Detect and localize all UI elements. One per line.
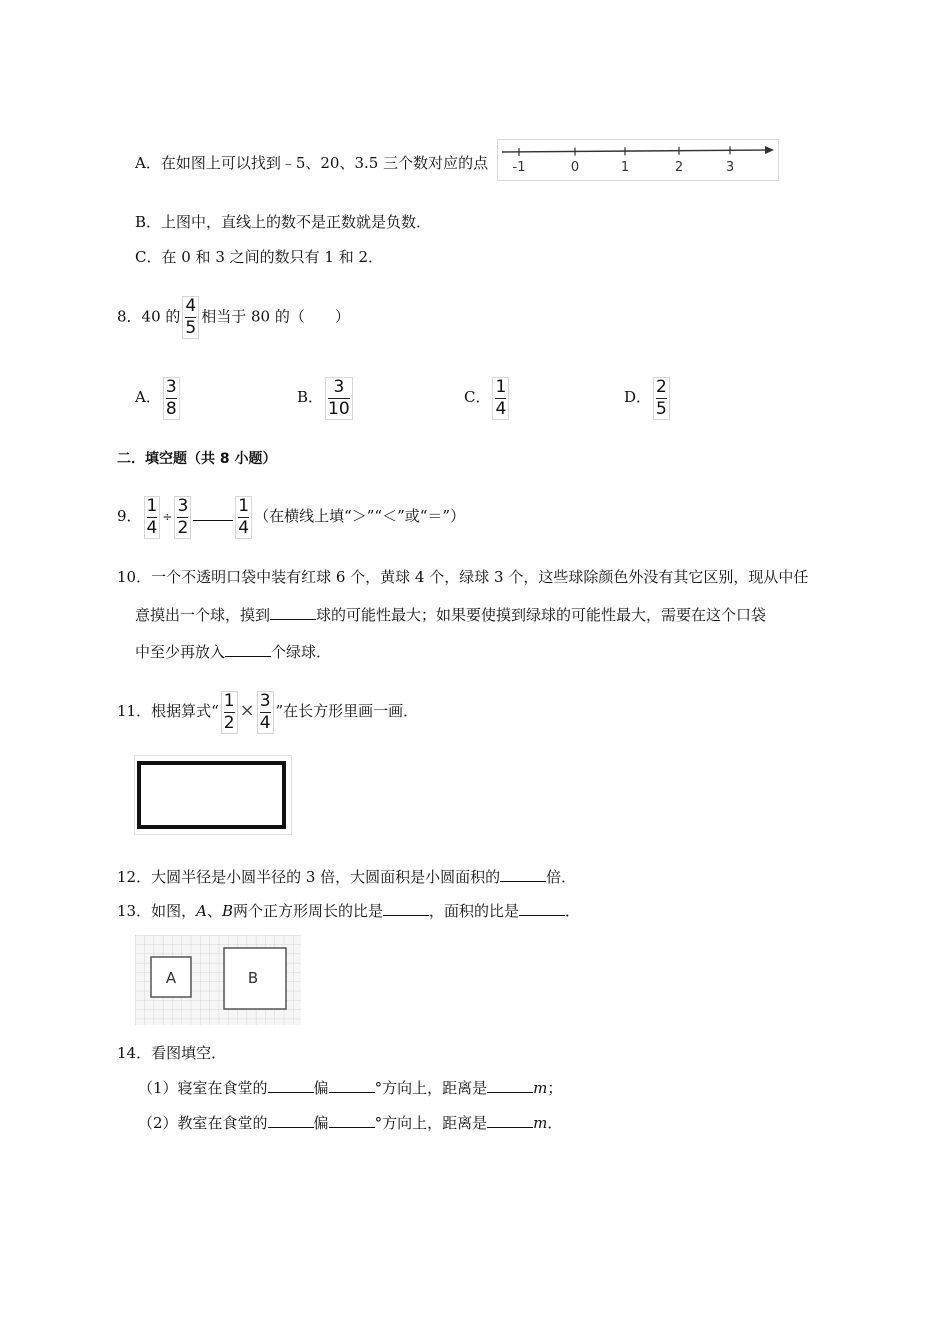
number-line-figure [497,139,779,181]
q13-mid: 两个正方形周长的比是 [232,902,383,920]
q10-line-2 [135,604,766,625]
q8-option-c-fraction [492,377,509,420]
q11-rectangle-figure [134,755,292,835]
q8-option-a [135,375,182,420]
q14-s2-a: （2）教室在食堂的 [138,1114,268,1132]
q14-s2-blank-distance[interactable] [487,1112,533,1128]
q9-instruction: （在横线上填“＞”“＜”或“＝”） [254,507,466,525]
square-a-label: A [165,969,177,987]
q14-s1-end: ； [547,1079,563,1097]
q11-fraction-1 [221,691,238,734]
number-line-tick-label: 2 [674,160,684,175]
q9-f2-num: 3 [177,495,189,516]
q13-stem [117,900,580,921]
q8-option-d-label: D． [624,388,652,406]
q7-option-b [135,212,431,232]
q9-fraction-1 [144,496,161,539]
q10-line-3b: 个绿球． [271,643,332,661]
q8-option-a-label: A． [135,388,161,406]
q9-f2-den: 2 [177,517,189,538]
q12-text-b: 倍． [546,868,577,886]
q13-blank-2[interactable] [519,900,565,916]
q8-option-b-label: B． [297,388,324,406]
q8-prefix: 8．40 的 [117,307,181,326]
q11-f2-den: 4 [259,712,271,733]
q10-line-2a: 意摸出一个球，摸到 [135,606,271,624]
q11-f1-num: 1 [223,690,235,711]
q14-title [117,1043,226,1063]
q10-line-3a: 中至少再放入 [135,643,226,661]
square-b-label: B [247,969,259,987]
q10-line-1-text: 10．一个不透明口袋中装有红球 6 个，黄球 4 个，绿球 3 个，这些球除颜色外没有其它区别，现从中任 [117,568,809,586]
q8-frac-den: 5 [185,318,197,338]
q10-blank-1[interactable] [270,604,316,620]
q9-number: 9． [117,507,142,525]
q8-suffix: 相当于 80 的（ ） [201,307,350,326]
q9-stem [117,494,465,539]
q13-var-a: A [196,902,207,920]
q14-s2-end: ． [547,1114,563,1132]
q14-s2-b: 偏 [313,1114,329,1132]
q7-option-a-text: A．在如图上可以找到﹣5、20、3.5 三个数对应的点 [135,154,489,172]
q8-option-b-fraction [325,377,353,420]
q8-option-b-den: 10 [328,398,350,419]
q7-option-c-text: C．在 0 和 3 之间的数只有 1 和 2． [135,248,384,266]
q14-s2-blank-direction[interactable] [268,1112,314,1128]
q14-s1-a: （1）寝室在食堂的 [138,1079,268,1097]
q12-blank[interactable] [500,866,546,882]
q8-frac-num: 4 [185,296,197,316]
q7-option-b-text: B．上图中，直线上的数不是正数就是负数． [135,213,432,231]
q9-answer-blank[interactable] [193,505,233,521]
q14-s2-blank-angle[interactable] [329,1112,375,1128]
q8-option-c-den: 4 [495,398,507,419]
q9-f1-num: 1 [146,495,158,516]
q14-s1-blank-distance[interactable] [487,1077,533,1093]
q14-s1-c: °方向上，距离是 [374,1079,488,1097]
q10-line-3 [135,641,331,662]
q11-fraction-2 [257,691,274,734]
q8-option-d-den: 5 [656,398,667,419]
q14-s2-unit: m [533,1114,548,1132]
q9-fraction-3 [235,496,252,539]
q11-rectangle[interactable] [139,763,284,827]
q11-suffix: ”在长方形里画一画． [275,702,419,720]
q8-option-d [624,375,672,420]
q9-f1-den: 4 [146,517,158,538]
q14-sub-1 [138,1077,562,1098]
q10-line-2b: 球的可能性最大；如果要使摸到绿球的可能性最大，需要在这个口袋 [316,606,767,624]
q14-s1-blank-direction[interactable] [268,1077,314,1093]
q14-sub-2 [138,1112,562,1133]
q9-fraction-2 [174,496,191,539]
q12-text-a: 12．大圆半径是小圆半径的 3 倍，大圆面积是小圆面积的 [117,868,501,886]
q14-s1-blank-angle[interactable] [329,1077,375,1093]
q13-var-b: B [221,902,233,920]
q13-prefix: 13．如图， [117,902,197,920]
q8-stem [117,296,350,339]
q14-s1-unit: m [533,1079,548,1097]
q8-fraction [182,296,199,339]
q10-line-1 [117,567,808,587]
q7-option-a [135,153,488,173]
q12-stem [117,866,576,887]
q14-s1-b: 偏 [313,1079,329,1097]
q10-blank-2[interactable] [225,641,271,657]
q11-f2-num: 3 [259,690,271,711]
q8-option-a-num: 3 [165,376,177,397]
q7-option-c [135,247,383,267]
q8-option-b-num: 3 [333,376,345,397]
q13-grid-figure [135,935,301,1025]
number-line-tick-label: -1 [512,160,526,175]
q9-operator: ÷ [162,510,173,524]
number-line-tick-label: 0 [570,160,580,175]
section-heading [117,449,277,469]
q8-option-d-fraction [653,377,670,420]
q14-title-text: 14．看图填空． [117,1044,227,1062]
q8-option-b [297,375,355,420]
q11-operator: × [239,700,255,721]
number-line-tick-label: 3 [725,160,735,175]
q8-option-d-num: 2 [656,376,667,397]
q11-stem [117,689,418,734]
q9-f3-den: 4 [238,517,250,538]
q13-blank-1[interactable] [383,900,429,916]
q13-separator: 、 [206,902,222,920]
q11-prefix: 11．根据算式“ [117,702,219,720]
q13-mid2: ，面积的比是 [429,902,520,920]
q13-end: ． [565,902,581,920]
q8-option-a-den: 8 [165,398,177,419]
q11-f1-den: 2 [223,712,235,733]
number-line-tick-label: 1 [620,160,630,175]
q8-option-c-num: 1 [495,376,507,397]
q8-option-c-label: C． [464,388,491,406]
q14-s2-c: °方向上，距离是 [374,1114,488,1132]
q8-option-a-fraction [163,377,180,420]
section-heading-text: 二．填空题（共 8 小题） [117,451,277,467]
q8-option-c [464,375,511,420]
q9-f3-num: 1 [238,495,250,516]
